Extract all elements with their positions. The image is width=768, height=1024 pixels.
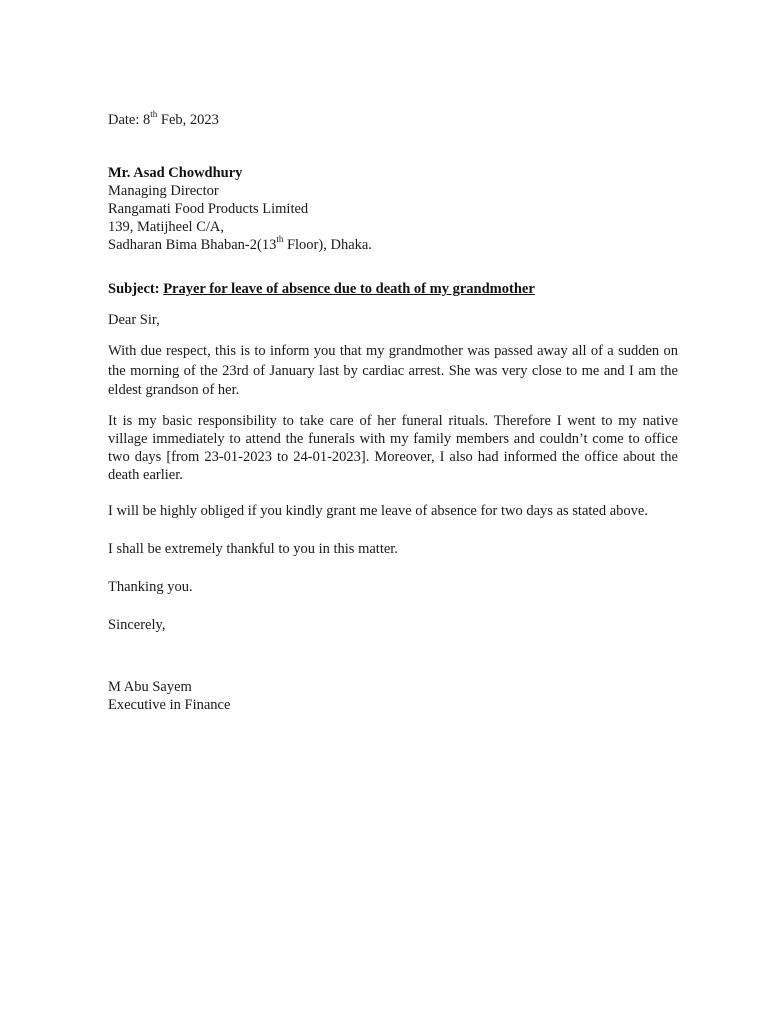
address-line2-post: Floor), Dhaka. — [283, 237, 372, 253]
body-paragraph-4: I shall be extremely thankful to you in this matter. — [108, 540, 398, 557]
body-paragraph-1: With due respect, this is to inform you that my grandmother was passed away all of a sudden on the morning of the 23rd of January last by cardiac arrest. She was very close to me and I am the eldest grandson of her. — [108, 343, 678, 398]
recipient-title: Managing Director — [108, 183, 219, 199]
signature-name: M Abu Sayem — [108, 678, 192, 695]
signature-block — [108, 678, 678, 714]
body-paragraph-3: I will be highly obliged if you kindly grant me leave of absence for two days as stated above. — [108, 502, 648, 519]
closing-line: Sincerely, — [108, 616, 166, 633]
salutation: Dear Sir, — [108, 312, 160, 328]
date-rest: Feb, 2023 — [157, 112, 219, 128]
subject-text: Prayer for leave of absence due to death of my grandmother — [163, 281, 535, 297]
recipient-address-line1: 139, Matijheel C/A, — [108, 219, 224, 235]
recipient-block — [108, 164, 678, 254]
address-line2-pre: Sadharan Bima Bhaban-2(13 — [108, 237, 277, 253]
date-label: Date: — [108, 112, 144, 128]
subject-line — [108, 280, 678, 298]
signature-position: Executive in Finance — [108, 696, 231, 713]
date-day-suffix: th — [150, 109, 158, 120]
date-line — [108, 111, 678, 129]
letter-content — [108, 111, 678, 714]
recipient-address-line2 — [108, 236, 678, 254]
thanks-line: Thanking you. — [108, 578, 193, 595]
date-day: 8 — [143, 112, 151, 128]
recipient-company: Rangamati Food Products Limited — [108, 201, 309, 217]
address-line2-sup: th — [276, 234, 284, 245]
subject-label: Subject: — [108, 281, 160, 297]
recipient-name: Mr. Asad Chowdhury — [108, 165, 243, 181]
body-paragraph-2: It is my basic responsibility to take care of her funeral rituals. Therefore I went to my native village immediately to attend the funerals with my family members and couldn’t come to office two days [from 23-01-2023 to 24-01-2023]. Moreover, I also had informed the office about the death earlier. — [108, 412, 678, 483]
